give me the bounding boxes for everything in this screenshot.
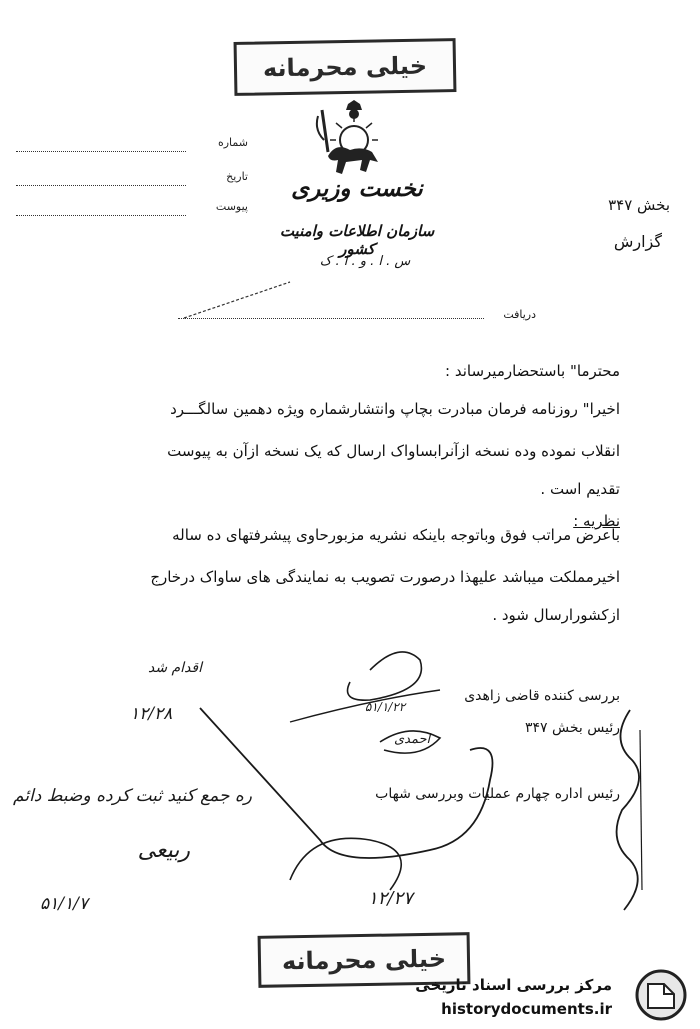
number-field <box>16 136 248 156</box>
number-label: شماره <box>217 136 248 149</box>
classification-stamp-bottom: خیلی محرمانه <box>258 932 471 988</box>
classification-stamp-top: خیلی محرمانه <box>234 38 457 96</box>
handwritten-date-a: ۱۲/۲۸ <box>130 704 173 724</box>
report-label: گزارش <box>613 232 662 251</box>
handwritten-name: احمدی <box>394 732 431 747</box>
handwritten-signature: ربیعی <box>137 838 190 863</box>
received-label: دریافت <box>503 308 536 321</box>
watermark-text-en: historydocuments.ir <box>441 1000 612 1018</box>
opinion-label: نظریه : <box>573 512 620 530</box>
margin-scribble <box>600 700 660 920</box>
reviewer-line: بررسی کننده قاضی زاهدی <box>464 688 620 704</box>
paragraph2-line1: باعرض مراتب فوق وباتوجه باینکه نشریه مزبورحاوی پیشرفتهای ده ساله <box>172 526 620 544</box>
paragraph2-line2: اخیرمملکت میباشد علیهذا درصورت تصویب به نمایندگی های ساواک درخارج <box>150 568 620 586</box>
received-line <box>178 318 484 319</box>
diagonal-mark <box>182 280 292 320</box>
date-label: تاریخ <box>226 170 248 183</box>
section-number: بخش ۳۴۷ <box>608 196 670 214</box>
date-line <box>16 185 186 186</box>
handwritten-date-c: ۵۱/۱/۷ <box>40 894 88 914</box>
lion-and-sun-emblem-icon <box>306 96 396 182</box>
reviewer-date: ۵۱/۱/۲۲ <box>364 700 406 714</box>
handwritten-note-b: ره جمع کنید ثبت کرده وضبط دائم <box>13 786 252 806</box>
dept-head-line: رئیس اداره چهارم عملیات وبررسی شهاب <box>375 786 620 802</box>
paragraph1-line3: تقدیم است . <box>540 480 620 498</box>
paragraph1-line1: اخیرا" روزنامه فرمان مبادرت بچاپ وانتشارشماره ویژه دهمین سالگـــرد <box>170 400 620 418</box>
paragraph2-line3: ازکشورارسال شود . <box>492 606 620 624</box>
attachment-line <box>16 215 186 216</box>
handwritten-date-b: ۱۲/۲۷ <box>368 888 413 909</box>
org-subtitle: سازمان اطلاعات وامنیت کشور <box>279 222 435 258</box>
date-field <box>16 170 248 190</box>
watermark <box>402 960 700 1029</box>
watermark-text-fa: مرکز بررسی اسناد تاریخی <box>415 976 612 994</box>
salutation: محترما" باستحضارمیرساند : <box>445 362 620 380</box>
handwritten-note-a: اقدام شد <box>147 660 203 676</box>
paragraph1-line2: انقلاب نموده وده نسخه ازآنرابساواک ارسال که یک نسخه ازآن به پیوست <box>167 442 620 460</box>
org-title: نخست وزیری <box>291 176 423 202</box>
attachment-label: پیوست <box>215 200 248 213</box>
archive-logo-icon <box>634 968 688 1022</box>
org-code: س . ا . و . ا . ک <box>319 254 411 269</box>
number-line <box>16 151 186 152</box>
attachment-field <box>16 200 248 220</box>
section-head-line: رئیس بخش ۳۴۷ <box>525 720 620 736</box>
